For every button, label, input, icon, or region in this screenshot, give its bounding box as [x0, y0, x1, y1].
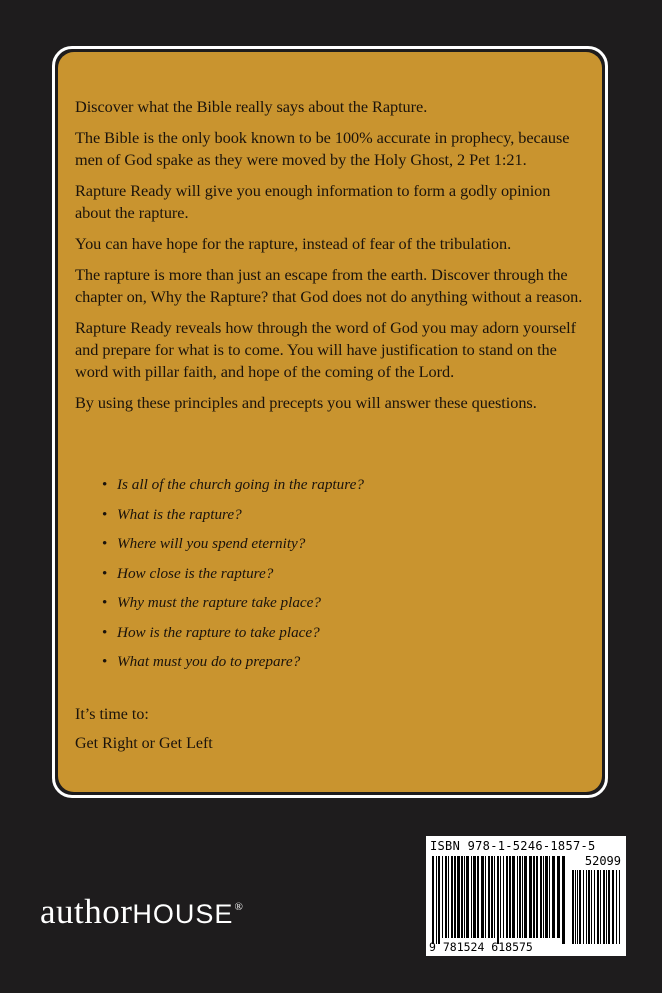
- barcode-bar: [619, 870, 620, 944]
- barcode-bar: [442, 856, 443, 938]
- bullet-icon: •: [102, 564, 108, 582]
- barcode-bar: [543, 856, 544, 938]
- barcode-bar: [485, 856, 486, 938]
- barcode-bar: [586, 870, 587, 944]
- question-list: [102, 470, 364, 677]
- barcode-bar: [503, 856, 504, 938]
- closing-line-2: Get Right or Get Left: [75, 735, 213, 752]
- isbn-digits: 9 781524 618575: [429, 940, 533, 954]
- barcode-bar: [557, 856, 560, 938]
- barcode-bar: [438, 856, 440, 944]
- isbn-barcode: [426, 836, 626, 956]
- barcode-bar: [497, 856, 499, 944]
- barcode-bar: [594, 870, 595, 944]
- barcode-bar: [500, 856, 501, 938]
- barcode-bar: [577, 870, 578, 944]
- barcode-bar: [448, 856, 449, 938]
- accuracy-paragraph: The Bible is the only book known to be 100% accurate in prophecy, because men of God spake as they were moved by the Holy Ghost, 2 Pet 1:21.: [75, 128, 570, 169]
- barcode-bar: [608, 870, 610, 944]
- barcode-bar: [549, 856, 550, 938]
- barcode-bar: [533, 856, 535, 938]
- barcode-bar: [606, 870, 607, 944]
- barcode-bar: [454, 856, 456, 938]
- barcode-bar: [473, 856, 476, 938]
- hope-paragraph: You can have hope for the rapture, instead of fear of the tribulation.: [75, 234, 512, 253]
- barcode-bar: [466, 856, 469, 938]
- reveals-paragraph: Rapture Ready reveals how through the word of God you may adorn yourself and prepare for what is to come. You will have justification to stand on the word with pillar faith, and hope of the coming of the Lord.: [75, 318, 576, 381]
- bullet-icon: •: [102, 594, 108, 611]
- barcode-bar: [491, 856, 493, 938]
- barcode-bar: [461, 856, 463, 938]
- price-code: 52099: [584, 854, 621, 868]
- barcode-bar: [451, 856, 453, 938]
- question-item: • Is all of the church going in the rapture?: [102, 470, 364, 500]
- question-item: • What must you do to prepare?: [102, 647, 364, 677]
- isbn-label: ISBN 978-1-5246-1857-5: [430, 839, 596, 853]
- barcode-bar: [471, 856, 472, 938]
- barcode-bar: [477, 856, 479, 938]
- principles-paragraph: By using these principles and precepts you will answer these questions.: [75, 393, 537, 412]
- barcode-bar: [600, 870, 601, 944]
- question-item: • Where will you spend eternity?: [102, 529, 364, 559]
- barcode-bar: [536, 856, 538, 938]
- barcode-bar: [432, 856, 434, 944]
- bullet-icon: •: [102, 505, 108, 523]
- barcode-bar: [572, 870, 574, 944]
- question-item: • Why must the rapture take place?: [102, 588, 364, 618]
- barcode-bar: [494, 856, 495, 938]
- barcode-bar: [583, 870, 584, 944]
- bullet-icon: •: [102, 653, 108, 670]
- bullet-icon: •: [102, 476, 108, 493]
- barcode-bar: [529, 856, 532, 938]
- barcode-bar: [524, 856, 527, 938]
- cover-description-panel: [58, 52, 602, 792]
- barcode-bar: [575, 870, 576, 944]
- question-item: • How is the rapture to take place?: [102, 618, 364, 648]
- question-item: • How close is the rapture?: [102, 559, 364, 589]
- barcode-bar: [481, 856, 484, 938]
- barcode-bar: [597, 870, 599, 944]
- closing-line-1: It’s time to:: [75, 706, 149, 723]
- barcode-bar: [457, 856, 460, 938]
- barcode-bar: [488, 856, 490, 938]
- escape-paragraph: The rapture is more than just an escape from the earth. Discover through the chapter on, Why the Rapture? that God does not do anything without a reason.: [75, 265, 583, 306]
- bullet-icon: •: [102, 535, 108, 552]
- barcode-bar: [552, 856, 555, 938]
- barcode-bar: [545, 856, 548, 938]
- barcode-bar: [540, 856, 542, 938]
- closing-text: [75, 700, 213, 758]
- barcode-bar: [512, 856, 515, 938]
- question-item: • What is the rapture?: [102, 500, 364, 530]
- bullet-icon: •: [102, 623, 108, 641]
- barcode-bar: [579, 870, 581, 944]
- barcode-bar: [562, 856, 565, 944]
- barcode-bar: [591, 870, 592, 944]
- barcode-bar: [509, 856, 511, 938]
- barcode-bar: [616, 870, 617, 944]
- barcode-bar: [506, 856, 508, 938]
- barcode-bar: [612, 870, 614, 944]
- opinion-paragraph: Rapture Ready will give you enough information to form a godly opinion about the rapture.: [75, 181, 551, 222]
- barcode-bar: [445, 856, 447, 938]
- barcode-bar: [436, 856, 437, 944]
- barcode-bar: [603, 870, 605, 944]
- barcode-bar: [588, 870, 590, 944]
- barcode-bar: [519, 856, 521, 938]
- publisher-logo: authorHOUSE®: [40, 892, 244, 931]
- barcode-bar: [517, 856, 518, 938]
- barcode-bar: [522, 856, 523, 938]
- intro-paragraph: Discover what the Bible really says about the Rapture.: [75, 97, 428, 116]
- barcode-bar: [464, 856, 465, 938]
